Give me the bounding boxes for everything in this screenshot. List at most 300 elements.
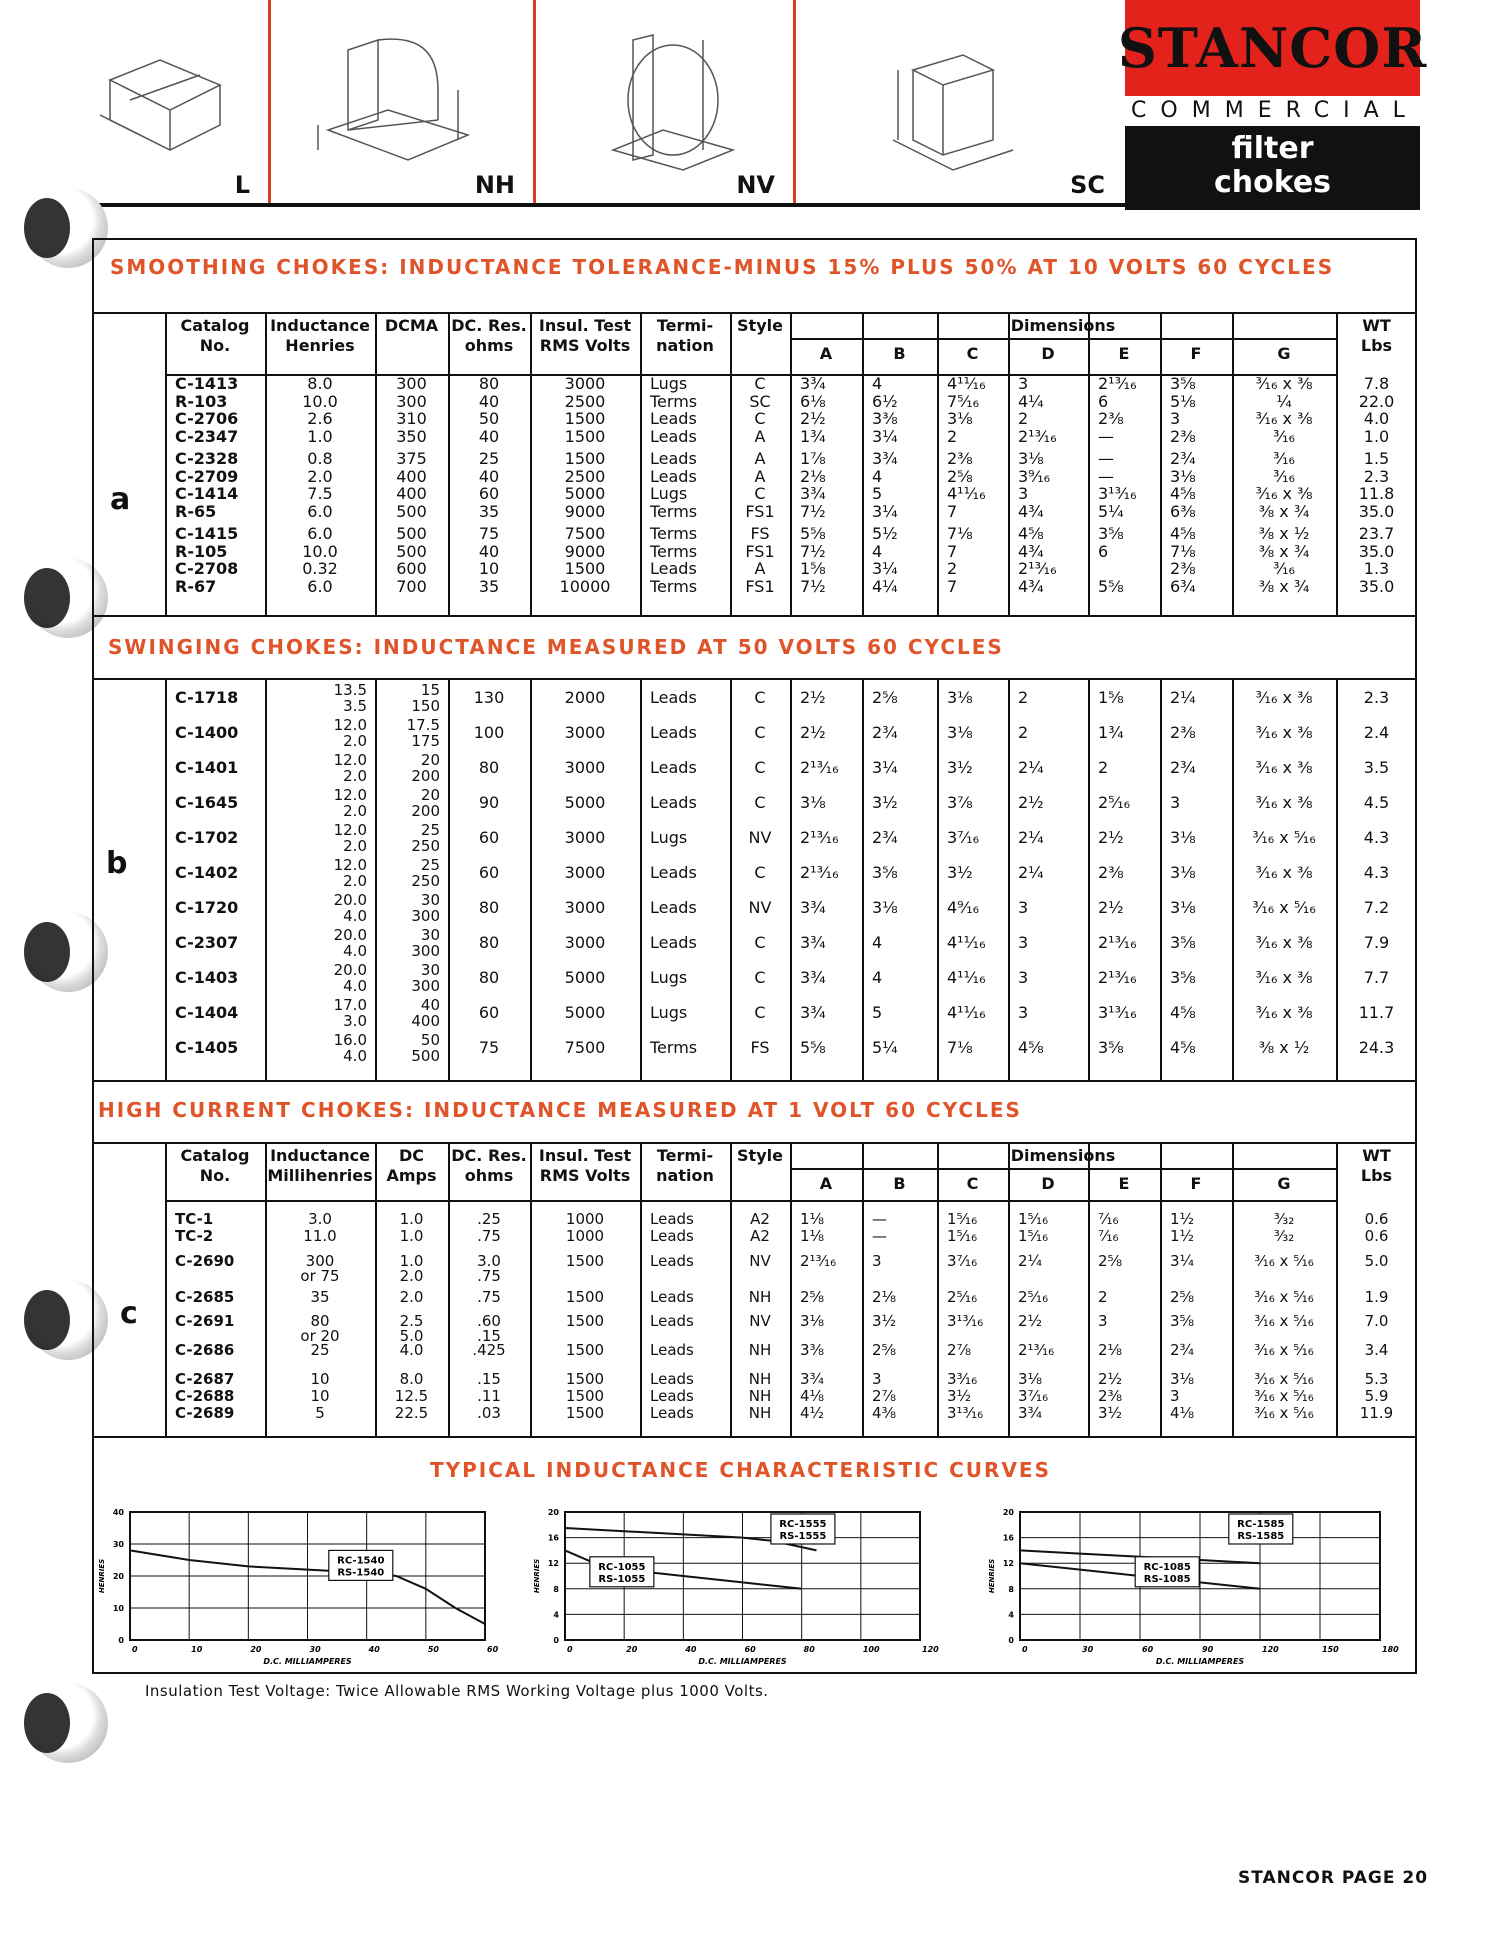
swinging-cell-style: NV [748, 898, 772, 917]
high-current-cell-d: 2½ [1018, 1312, 1043, 1330]
style-label-nv: NV [736, 171, 775, 199]
high-current-cell-term: Leads [650, 1404, 694, 1422]
high-current-cell-wt: 5.0 [1364, 1252, 1389, 1270]
swinging-cell-res: 130 [473, 688, 505, 707]
swinging-cell-e: 2⁵⁄₁₆ [1098, 793, 1131, 812]
brand-logo [1117, 0, 1428, 96]
chart-x-tick: 40 [685, 1645, 697, 1654]
high-current-cell-c: 3¹³⁄₁₆ [947, 1404, 984, 1422]
high-current-cell-volts: 1500 [565, 1370, 605, 1388]
smoothing-cell-g: ³⁄₁₆ x ⅜ ¼ ³⁄₁₆ x ⅜ ³⁄₁₆ [1255, 374, 1313, 446]
chart-x-label: D.C. MILLIAMPERES [1155, 1657, 1245, 1666]
high-current-cell-c: 2⁵⁄₁₆ [947, 1288, 978, 1306]
swinging-cell-res: 75 [478, 1038, 500, 1057]
high-current-cell-cat: C-2686 [175, 1341, 235, 1359]
swinging-cell-dcma: 17.5 175 [406, 716, 440, 750]
swinging-cell-ind: 13.5 3.5 [333, 681, 367, 715]
high-current-cell-g: ³⁄₁₆ x ⁵⁄₁₆ [1254, 1370, 1314, 1388]
swinging-cell-wt: 24.3 [1358, 1038, 1395, 1057]
swinging-cell-b: 2⅝ [872, 688, 898, 707]
style-box-nh [268, 0, 536, 205]
smoothing-dim-header: G [1277, 344, 1291, 363]
swinging-cell-dcma: 40 400 [411, 996, 440, 1030]
high-current-cell-style: NV [749, 1252, 771, 1270]
swinging-cell-cat: C-2307 [175, 933, 239, 952]
smoothing-cell-f: 2¾ 3⅛ 4⅝ 6⅜ [1170, 449, 1196, 521]
smoothing-cell-wt: 7.8 22.0 4.0 1.0 [1358, 374, 1395, 446]
chart-y-tick: 12 [1002, 1559, 1014, 1569]
smoothing-cell-e: 2¹³⁄₁₆ 6 2⅜ — [1098, 374, 1137, 446]
swinging-cell-volts: 2000 [564, 688, 606, 707]
swinging-cell-f: 2⅜ [1170, 723, 1196, 742]
smoothing-cell-volts: 1500 2500 5000 9000 [564, 449, 606, 521]
high-current-cell-e: ⁷⁄₁₆ [1098, 1227, 1119, 1245]
swinging-cell-d: 4⅝ [1018, 1038, 1044, 1057]
high-current-cell-e: 2⅛ [1098, 1341, 1123, 1359]
high-current-dim-header: G [1277, 1174, 1291, 1193]
swinging-cell-volts: 3000 [564, 828, 606, 847]
smoothing-col-header: DCMA [384, 316, 439, 335]
high-current-cell-style: A2 [750, 1210, 770, 1228]
swinging-cell-ind: 20.0 4.0 [333, 891, 367, 925]
high-current-cell-ind: 10 [310, 1387, 330, 1405]
chart-y-tick: 0 [1008, 1636, 1014, 1645]
high-current-cell-f: 2¾ [1170, 1341, 1195, 1359]
smoothing-cell-res: 25 40 60 35 [478, 449, 500, 521]
high-current-cell-e: 2½ [1098, 1370, 1123, 1388]
chart-y-tick: 30 [112, 1540, 124, 1549]
swinging-cell-f: 3 [1170, 793, 1181, 812]
swinging-cell-a: 3¾ [800, 933, 826, 952]
high-current-cell-volts: 1500 [565, 1404, 605, 1422]
product-title [1125, 126, 1420, 210]
chart-x-tick: 60 [744, 1645, 756, 1654]
high-current-cell-d: 3¾ [1018, 1404, 1043, 1422]
high-current-cell-b: 3 [872, 1252, 882, 1270]
smoothing-cell-style: A A C FS1 [745, 449, 775, 521]
swinging-cell-g: ³⁄₁₆ x ⅜ [1255, 793, 1313, 812]
style-l-drawing [80, 40, 240, 170]
high-current-cell-e: 3 [1098, 1312, 1108, 1330]
chart-x-tick: 0 [567, 1645, 573, 1654]
high-current-top-rule [92, 1142, 1417, 1144]
swinging-cell-cat: C-1403 [175, 968, 239, 987]
high-current-cell-g: ³⁄₁₆ x ⁵⁄₁₆ [1254, 1288, 1314, 1306]
swinging-cell-wt: 7.2 [1363, 898, 1390, 917]
swinging-cell-wt: 4.3 [1363, 828, 1390, 847]
high-current-cell-b: 2⅝ [872, 1341, 897, 1359]
chart-y-label: HENRIES [533, 1558, 541, 1594]
chart-series-label-line: RC-1055 [598, 1561, 646, 1573]
swinging-cell-term: Lugs [650, 1003, 688, 1022]
high-current-cell-g: ³⁄₁₆ x ⁵⁄₁₆ [1254, 1252, 1314, 1270]
smoothing-cell-g: ³⁄₁₆ ³⁄₁₆ ³⁄₁₆ x ⅜ ⅜ x ¾ [1255, 449, 1313, 521]
swinging-cell-f: 3⅛ [1170, 828, 1196, 847]
swinging-cell-b: 3¼ [872, 758, 898, 777]
high-current-cell-cat: TC-2 [175, 1227, 214, 1245]
high-current-cell-wt: 11.9 [1359, 1404, 1394, 1422]
chart-x-label: D.C. MILLIAMPERES [698, 1657, 787, 1666]
smoothing-col-header: Insul. Test RMS Volts [538, 316, 632, 355]
high-current-cell-volts: 1500 [565, 1387, 605, 1405]
smoothing-cell-c: 2⅜ 2⅝ 4¹¹⁄₁₆ 7 [947, 449, 986, 521]
high-current-cell-amps: 2.0 [399, 1288, 424, 1306]
swinging-cell-c: 4¹¹⁄₁₆ [947, 968, 986, 987]
swinging-cell-b: 3⅛ [872, 898, 898, 917]
high-current-cell-c: 2⅞ [947, 1341, 972, 1359]
smoothing-cell-volts: 7500 9000 1500 10000 [559, 524, 611, 596]
high-current-cell-amps: 4.0 [399, 1341, 424, 1359]
swinging-cell-cat: C-1405 [175, 1038, 239, 1057]
swinging-cell-term: Terms [650, 1038, 698, 1057]
swinging-cell-style: C [754, 793, 766, 812]
page-number: STANCOR PAGE 20 [1238, 1868, 1429, 1888]
header-rule [60, 203, 1125, 207]
chart-series-label [1237, 1519, 1284, 1542]
chart-x-tick: 60 [487, 1645, 499, 1654]
swinging-cell-e: 2½ [1098, 898, 1124, 917]
swinging-cell-a: 2¹³⁄₁₆ [800, 828, 839, 847]
chart-y-tick: 20 [1002, 1508, 1014, 1517]
swinging-cell-e: 1¾ [1098, 723, 1124, 742]
swinging-cell-e: 3¹³⁄₁₆ [1098, 1003, 1137, 1022]
high-current-cell-ind: 10 [310, 1370, 330, 1388]
swinging-cell-b: 3⅝ [872, 863, 898, 882]
smoothing-dimensions-header: Dimensions [1010, 316, 1116, 335]
chart-x-tick: 0 [1022, 1645, 1028, 1654]
smoothing-cell-inductance: 6.0 10.0 0.32 6.0 [302, 524, 338, 596]
swinging-cell-dcma: 25 250 [411, 856, 440, 890]
smoothing-cell-term: Leads Leads Lugs Terms [650, 449, 698, 521]
high-current-cell-volts: 1000 [565, 1210, 605, 1228]
high-current-col-header: Style [737, 1146, 783, 1165]
high-current-cell-wt: 0.6 [1364, 1227, 1389, 1245]
high-current-cell-amps: 1.0 [399, 1227, 424, 1245]
swinging-cell-d: 2¼ [1018, 863, 1044, 882]
high-current-cell-cat: C-2690 [175, 1252, 235, 1270]
section-letter-b: b [106, 846, 128, 881]
swinging-cell-ind: 12.0 2.0 [333, 716, 367, 750]
swinging-cell-d: 2¼ [1018, 758, 1044, 777]
high-current-cell-volts: 1000 [565, 1227, 605, 1245]
smoothing-cell-res: 80 40 50 40 [478, 374, 500, 446]
smoothing-cell-catalog: C-1413 R-103 C-2706 C-2347 [175, 374, 239, 446]
swinging-cell-d: 3 [1018, 968, 1029, 987]
high-current-cell-c: 3½ [947, 1387, 972, 1405]
chart-series-label-line: RC-1585 [1237, 1519, 1285, 1530]
chart-x-tick: 50 [427, 1645, 439, 1654]
swinging-cell-wt: 4.5 [1363, 793, 1390, 812]
high-current-dim-header: A [819, 1174, 833, 1193]
smoothing-cell-term: Terms Terms Leads Terms [650, 524, 698, 596]
chart-y-tick: 4 [553, 1610, 559, 1620]
curves-title: TYPICAL INDUCTANCE CHARACTERISTIC CURVES [430, 1458, 1051, 1482]
high-current-dim-header: D [1041, 1174, 1055, 1193]
high-current-col-header: Catalog No. [180, 1146, 250, 1185]
swinging-cell-dcma: 30 300 [411, 926, 440, 960]
chart-y-tick: 16 [1002, 1533, 1014, 1543]
smoothing-cell-volts: 3000 2500 1500 1500 [564, 374, 606, 446]
smoothing-cell-res: 75 40 10 35 [478, 524, 500, 596]
high-current-cell-style: A2 [750, 1227, 770, 1245]
chart-x-tick: 80 [803, 1645, 815, 1654]
chart-series-label-line: RC-1540 [337, 1555, 385, 1567]
swinging-cell-d: 2¼ [1018, 828, 1044, 847]
smoothing-col-header: DC. Res. ohms [451, 316, 527, 355]
chart-x-tick: 40 [368, 1645, 380, 1654]
high-current-cell-ind: 3.0 [308, 1210, 332, 1228]
high-current-cell-term: Leads [650, 1210, 694, 1228]
swinging-cell-style: C [754, 1003, 766, 1022]
inductance-chart-3 [980, 1502, 1410, 1680]
high-current-cell-c: 1⁵⁄₁₆ [947, 1227, 978, 1245]
swinging-cell-c: 4¹¹⁄₁₆ [947, 933, 986, 952]
swinging-cell-volts: 5000 [564, 793, 606, 812]
high-current-cell-a: 2¹³⁄₁₆ [800, 1252, 837, 1270]
high-current-cell-b: 2⅞ [872, 1387, 897, 1405]
swinging-cell-b: 5¼ [872, 1038, 898, 1057]
high-current-cell-ind: 5 [315, 1404, 325, 1422]
high-current-cell-a: 2⅝ [800, 1288, 825, 1306]
high-current-cell-style: NH [748, 1387, 772, 1405]
swinging-cell-a: 2¹³⁄₁₆ [800, 758, 839, 777]
smoothing-col-header: Inductance Henries [270, 316, 370, 355]
smoothing-col-header: Termi- nation [656, 316, 714, 355]
swinging-cell-g: ³⁄₁₆ x ⅜ [1255, 688, 1313, 707]
swinging-cell-d: 3 [1018, 933, 1029, 952]
swinging-cell-term: Leads [650, 793, 697, 812]
swinging-cell-volts: 3000 [564, 758, 606, 777]
swinging-cell-a: 3¾ [800, 898, 826, 917]
swinging-cell-d: 2 [1018, 688, 1029, 707]
high-current-cell-b: 3 [872, 1370, 882, 1388]
swinging-cell-e: 2¹³⁄₁₆ [1098, 933, 1137, 952]
high-current-cell-b: 2⅛ [872, 1288, 897, 1306]
swinging-cell-g: ³⁄₁₆ x ⁵⁄₁₆ [1252, 898, 1316, 917]
swinging-cell-cat: C-1401 [175, 758, 239, 777]
swinging-cell-cat: C-1400 [175, 723, 239, 742]
swinging-cell-term: Leads [650, 898, 697, 917]
smoothing-cell-f: 4⅝ 7⅛ 2⅜ 6¾ [1170, 524, 1196, 596]
high-current-cell-cat: C-2688 [175, 1387, 235, 1405]
swinging-cell-res: 60 [478, 828, 500, 847]
swinging-cell-style: C [754, 933, 766, 952]
swinging-cell-f: 2¼ [1170, 688, 1196, 707]
swinging-cell-f: 4⅝ [1170, 1003, 1196, 1022]
smoothing-bottom-rule [92, 615, 1417, 617]
high-current-cell-wt: 5.9 [1364, 1387, 1389, 1405]
chart-y-tick: 8 [1008, 1584, 1014, 1594]
high-current-dim-header: E [1118, 1174, 1130, 1193]
high-current-dim-header: F [1190, 1174, 1202, 1193]
high-current-cell-style: NH [748, 1288, 772, 1306]
brand-name: STANCOR [1117, 16, 1428, 80]
chart-x-tick: 10 [191, 1645, 203, 1654]
high-current-cell-wt: 7.0 [1364, 1312, 1389, 1330]
style-label-l: L [234, 171, 250, 199]
smoothing-cell-inductance: 8.0 10.0 2.6 1.0 [302, 374, 338, 446]
style-label-sc: SC [1070, 171, 1105, 199]
swinging-cell-g: ³⁄₁₆ x ⅜ [1255, 863, 1313, 882]
high-current-cell-g: ³⁄₁₆ x ⁵⁄₁₆ [1254, 1387, 1314, 1405]
swinging-cell-g: ³⁄₁₆ x ⁵⁄₁₆ [1252, 828, 1316, 847]
high-current-cell-res: .15 [477, 1370, 501, 1388]
swinging-cell-dcma: 25 250 [411, 821, 440, 855]
swinging-cell-c: 3⅞ [947, 793, 973, 812]
high-current-cell-volts: 1500 [565, 1252, 605, 1270]
high-current-cell-ind: 300 or 75 [300, 1252, 340, 1285]
smoothing-dim-header: A [819, 344, 833, 363]
high-current-cell-e: ⁷⁄₁₆ [1098, 1210, 1119, 1228]
swinging-cell-wt: 4.3 [1363, 863, 1390, 882]
swinging-cell-dcma: 15 150 [411, 681, 440, 715]
chart-x-tick: 180 [1382, 1645, 1399, 1654]
smoothing-cell-b: 3¾ 4 5 3¼ [872, 449, 898, 521]
high-current-cell-a: 3¾ [800, 1370, 825, 1388]
swinging-cell-cat: C-1402 [175, 863, 239, 882]
high-current-cell-amps: 22.5 [394, 1404, 429, 1422]
swinging-cell-term: Leads [650, 758, 697, 777]
chart-y-tick: 8 [553, 1584, 559, 1594]
swinging-cell-g: ⅜ x ½ [1258, 1038, 1310, 1057]
high-current-cell-g: ³⁄₃₂ [1273, 1210, 1295, 1228]
swinging-cell-volts: 5000 [564, 1003, 606, 1022]
high-current-title: HIGH CURRENT CHOKES: INDUCTANCE MEASURED AT 1 VOLT 60 CYCLES [98, 1098, 1022, 1122]
high-current-cell-style: NV [749, 1312, 771, 1330]
swinging-cell-f: 3⅝ [1170, 968, 1196, 987]
swinging-cell-wt: 11.7 [1358, 1003, 1395, 1022]
high-current-cell-term: Leads [650, 1312, 694, 1330]
swinging-cell-style: FS [750, 1038, 770, 1057]
high-current-cell-amps: 8.0 [399, 1370, 424, 1388]
smoothing-cell-d: 3 4¼ 2 2¹³⁄₁₆ [1018, 374, 1057, 446]
swinging-bottom-rule [92, 1080, 1417, 1082]
high-current-cell-f: 4⅛ [1170, 1404, 1195, 1422]
swinging-cell-e: 1⅝ [1098, 688, 1124, 707]
swinging-cell-style: C [754, 688, 766, 707]
swinging-cell-res: 90 [478, 793, 500, 812]
chart-x-tick: 30 [309, 1645, 321, 1654]
swinging-cell-e: 3⅝ [1098, 1038, 1124, 1057]
high-current-header-rule [165, 1200, 1337, 1202]
swinging-cell-a: 3¾ [800, 1003, 826, 1022]
high-current-cell-a: 4⅛ [800, 1387, 825, 1405]
high-current-cell-f: 3⅝ [1170, 1312, 1195, 1330]
high-current-cell-f: 3⅛ [1170, 1370, 1195, 1388]
swinging-cell-style: C [754, 968, 766, 987]
swinging-cell-a: 2¹³⁄₁₆ [800, 863, 839, 882]
high-current-cell-d: 1⁵⁄₁₆ [1018, 1227, 1049, 1245]
swinging-cell-wt: 7.7 [1363, 968, 1390, 987]
swinging-cell-term: Lugs [650, 828, 688, 847]
inductance-chart-2 [525, 1502, 950, 1680]
smoothing-dim-header: F [1190, 344, 1202, 363]
high-current-cell-wt: 3.4 [1364, 1341, 1389, 1359]
high-current-cell-a: 1⅛ [800, 1210, 825, 1228]
high-current-cell-f: 2⅝ [1170, 1288, 1195, 1306]
swinging-cell-c: 3½ [947, 863, 973, 882]
chart-x-tick: 0 [132, 1645, 138, 1654]
high-current-cell-wt: 1.9 [1364, 1288, 1389, 1306]
swinging-cell-term: Lugs [650, 968, 688, 987]
swinging-cell-g: ³⁄₁₆ x ⅜ [1255, 968, 1313, 987]
swinging-cell-style: C [754, 863, 766, 882]
swinging-cell-a: 2½ [800, 723, 826, 742]
high-current-cell-term: Leads [650, 1227, 694, 1245]
smoothing-cell-g: ⅜ x ½ ⅜ x ¾ ³⁄₁₆ ⅜ x ¾ [1258, 524, 1310, 596]
high-current-cell-term: Leads [650, 1288, 694, 1306]
smoothing-cell-c: 4¹¹⁄₁₆ 7⁵⁄₁₆ 3⅛ 2 [947, 374, 986, 446]
swinging-cell-b: 2¾ [872, 828, 898, 847]
high-current-cell-g: ³⁄₁₆ x ⁵⁄₁₆ [1254, 1341, 1314, 1359]
swinging-cell-dcma: 20 200 [411, 786, 440, 820]
swinging-cell-g: ³⁄₁₆ x ⅜ [1255, 723, 1313, 742]
smoothing-top-rule [92, 312, 1417, 314]
high-current-cell-style: NH [748, 1341, 772, 1359]
chart-series-label [598, 1562, 645, 1585]
chart-y-tick: 16 [547, 1533, 559, 1543]
style-nh-drawing [308, 30, 488, 180]
smoothing-cell-a: 3¾ 6⅛ 2½ 1¾ [800, 374, 826, 446]
chart-x-tick: 60 [1142, 1645, 1154, 1654]
swinging-cell-d: 3 [1018, 898, 1029, 917]
high-current-cell-volts: 1500 [565, 1288, 605, 1306]
style-label-nh: NH [474, 171, 515, 199]
high-current-cell-res: .425 [472, 1341, 506, 1359]
smoothing-dim-header: E [1118, 344, 1130, 363]
insulation-note: Insulation Test Voltage: Twice Allowable RMS Working Voltage plus 1000 Volts. [145, 1682, 769, 1700]
swinging-cell-ind: 12.0 2.0 [333, 856, 367, 890]
high-current-cell-d: 2⁵⁄₁₆ [1018, 1288, 1049, 1306]
inductance-chart-1 [90, 1502, 515, 1680]
high-current-cell-amps: 1.0 [399, 1210, 424, 1228]
swinging-cell-dcma: 30 300 [411, 961, 440, 995]
high-current-cell-g: ³⁄₁₆ x ⁵⁄₁₆ [1254, 1404, 1314, 1422]
chart-series-label-line: RC-1555 [779, 1519, 827, 1530]
swinging-cell-e: 2½ [1098, 828, 1124, 847]
smoothing-cell-b: 4 6½ 3⅜ 3¼ [872, 374, 898, 446]
high-current-cell-ind: 25 [310, 1341, 330, 1359]
smoothing-cell-style: FS FS1 A FS1 [745, 524, 775, 596]
swinging-cell-ind: 12.0 2.0 [333, 786, 367, 820]
swinging-cell-ind: 17.0 3.0 [333, 996, 367, 1030]
swinging-cell-c: 3⁷⁄₁₆ [947, 828, 980, 847]
chart-y-tick: 4 [1008, 1610, 1014, 1620]
high-current-cell-d: 3⅛ [1018, 1370, 1043, 1388]
smoothing-title: SMOOTHING CHOKES: INDUCTANCE TOLERANCE-MINUS 15% PLUS 50% AT 10 VOLTS 60 CYCLES [110, 255, 1335, 279]
smoothing-cell-term: Lugs Terms Leads Leads [650, 374, 698, 446]
high-current-cell-a: 3⅛ [800, 1312, 825, 1330]
chart-series-label [779, 1519, 826, 1542]
high-current-cell-g: ³⁄₃₂ [1273, 1227, 1295, 1245]
smoothing-cell-wt: 23.7 35.0 1.3 35.0 [1358, 524, 1395, 596]
chart-x-tick: 90 [1202, 1645, 1214, 1654]
smoothing-cell-e: 3⅝ 6 5⅝ [1098, 524, 1124, 596]
chart-y-tick: 0 [553, 1636, 559, 1645]
smoothing-col-header: Catalog No. [180, 316, 250, 355]
high-current-cell-res: .75 [477, 1227, 501, 1245]
high-current-cell-volts: 1500 [565, 1341, 605, 1359]
swinging-cell-volts: 3000 [564, 723, 606, 742]
smoothing-cell-c: 7⅛ 7 2 7 [947, 524, 973, 596]
product-title-line1: filter [1231, 131, 1314, 166]
smoothing-dim-header: D [1041, 344, 1055, 363]
swinging-top-rule [92, 678, 1417, 680]
swinging-cell-f: 4⅝ [1170, 1038, 1196, 1057]
high-current-cell-term: Leads [650, 1370, 694, 1388]
brand-commercial: COMMERCIAL [1131, 98, 1419, 123]
high-current-cell-e: 2⅝ [1098, 1252, 1123, 1270]
